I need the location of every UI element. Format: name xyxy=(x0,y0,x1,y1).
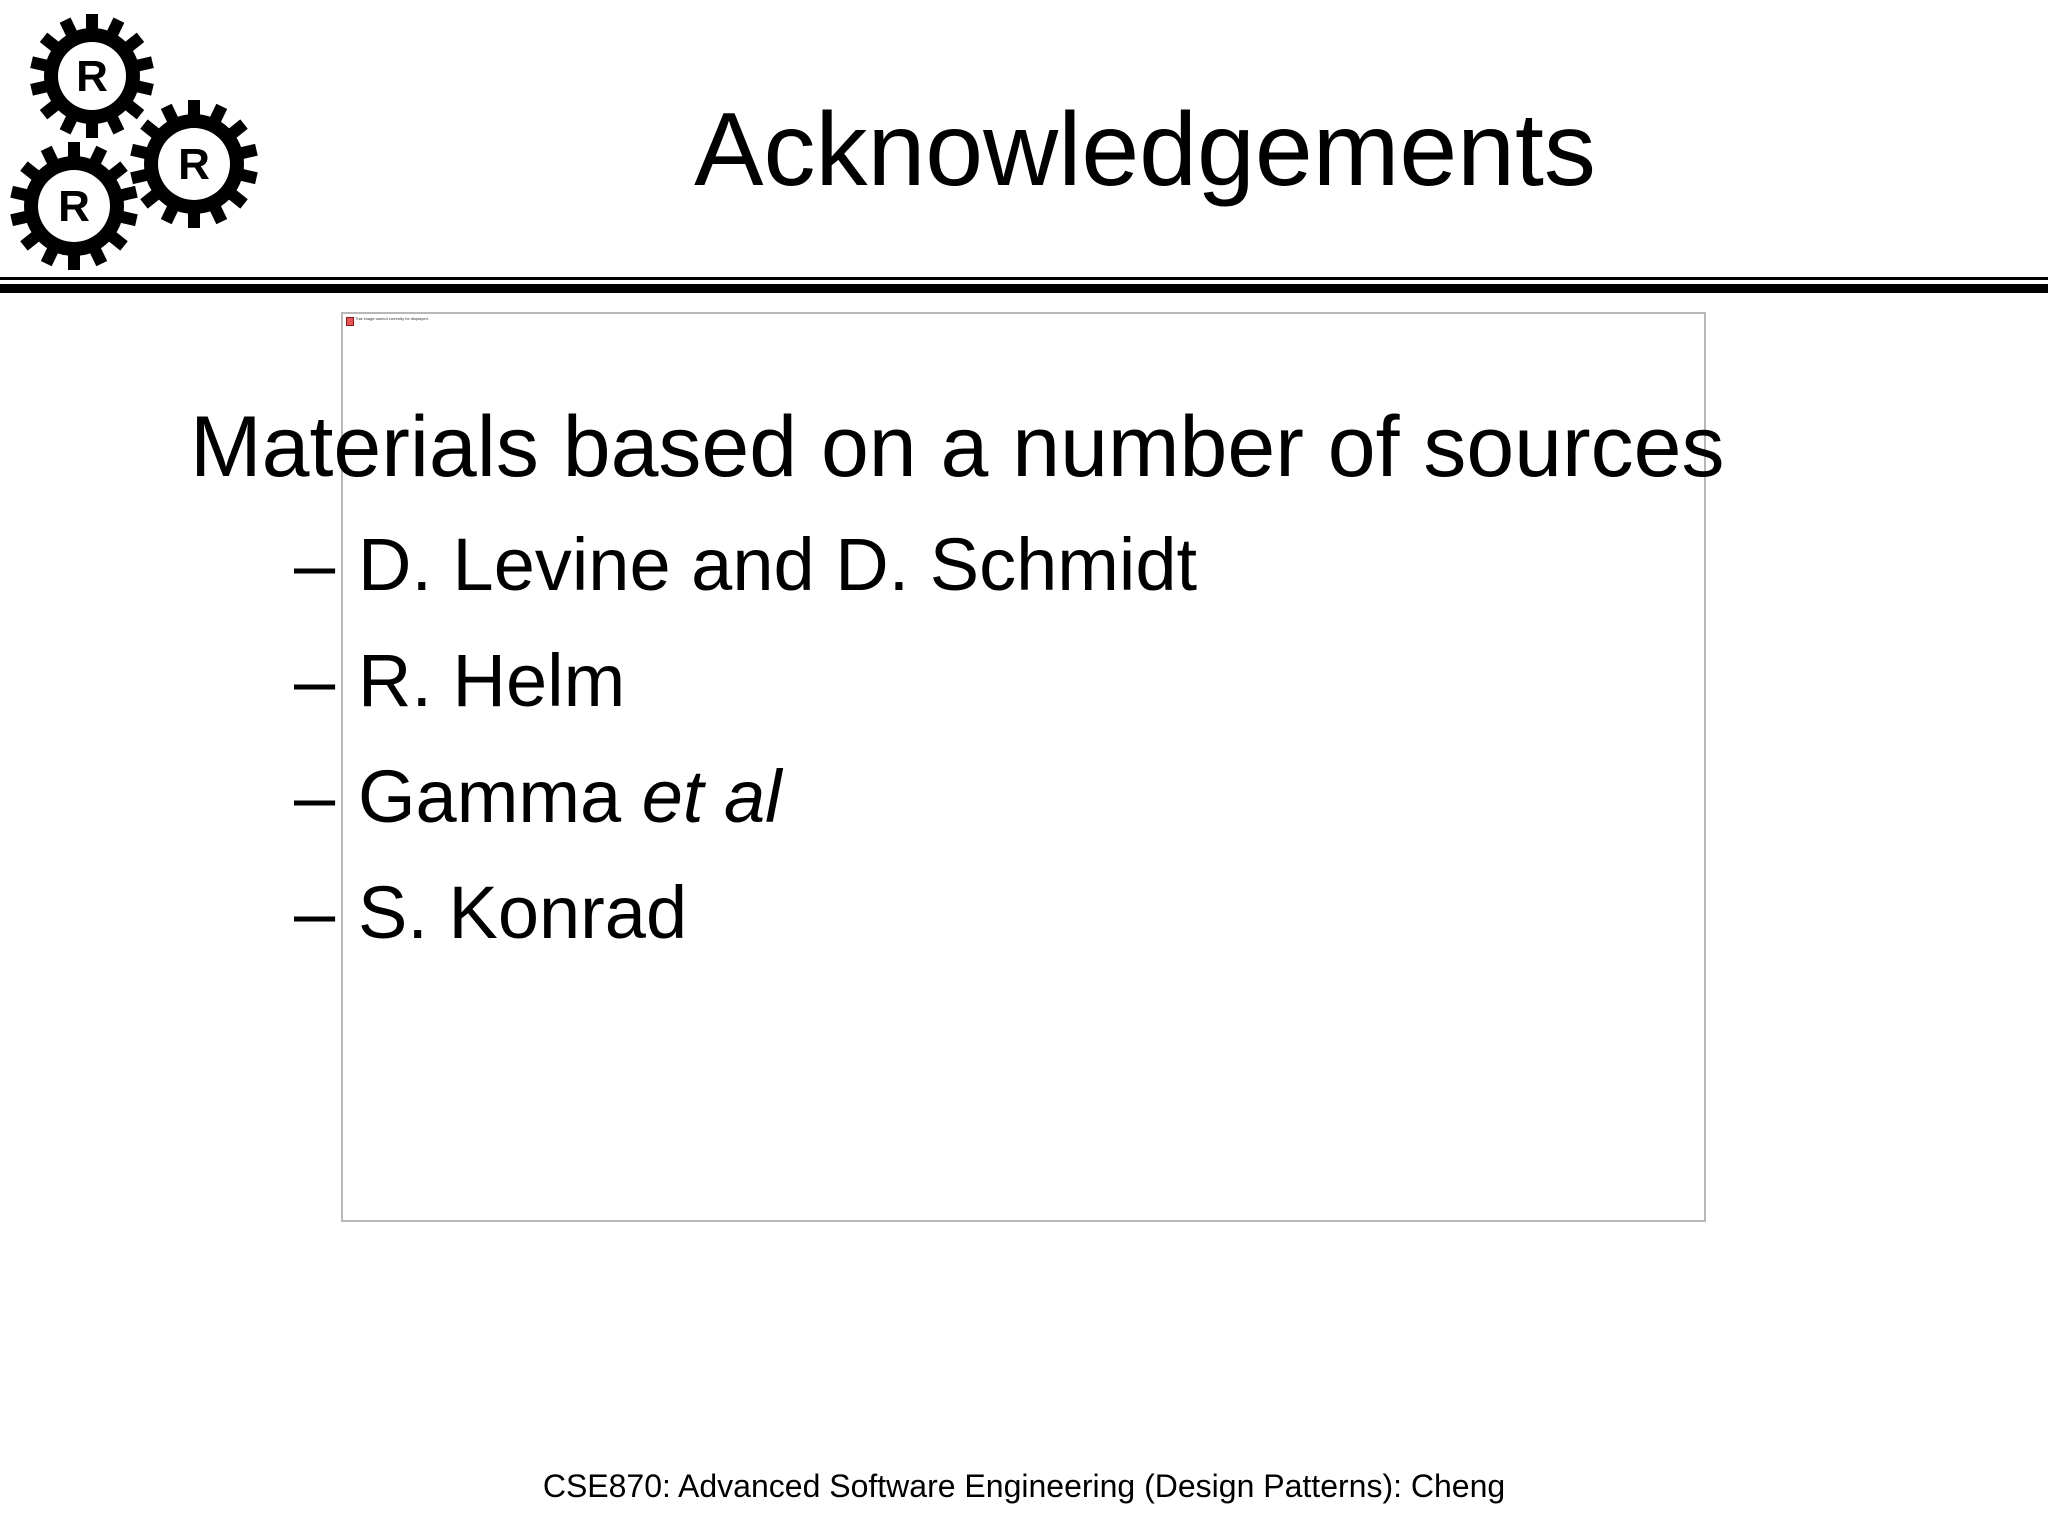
sub-bullet-italic: et al xyxy=(641,755,782,838)
main-bullet: Materials based on a number of sources xyxy=(190,399,1725,495)
title-divider xyxy=(0,284,2048,293)
sub-bullet-item xyxy=(294,631,1197,747)
bullet-dash: – xyxy=(294,871,336,954)
gears-logo xyxy=(0,0,280,290)
sub-bullet-list xyxy=(294,515,1197,979)
slide-footer: CSE870: Advanced Software Engineering (Design Patterns): Cheng xyxy=(542,1468,1506,1504)
slide-title: Acknowledgements xyxy=(694,92,1596,208)
gear-letter: R xyxy=(58,182,90,231)
title-divider-thin xyxy=(0,277,2048,280)
bullet-dash: – xyxy=(294,639,336,722)
sub-bullet-text: Gamma xyxy=(358,755,642,838)
bullet-dash: – xyxy=(294,523,336,606)
sub-bullet-item xyxy=(294,515,1197,631)
sub-bullet-text: R. Helm xyxy=(358,639,626,722)
sub-bullet-text: D. Levine and D. Schmidt xyxy=(358,523,1198,606)
sub-bullet-item xyxy=(294,747,1197,863)
gear-letter: R xyxy=(76,52,108,101)
sub-bullet-item xyxy=(294,863,1197,979)
broken-image-message: This image cannot currently be displayed. xyxy=(355,316,429,321)
gear-left-icon xyxy=(10,142,137,270)
sub-bullet-text: S. Konrad xyxy=(358,871,688,954)
bullet-dash: – xyxy=(294,755,336,838)
broken-image-icon xyxy=(346,317,354,326)
gear-letter: R xyxy=(178,140,210,189)
gear-right-icon xyxy=(130,100,257,228)
gear-top-icon xyxy=(30,14,154,138)
